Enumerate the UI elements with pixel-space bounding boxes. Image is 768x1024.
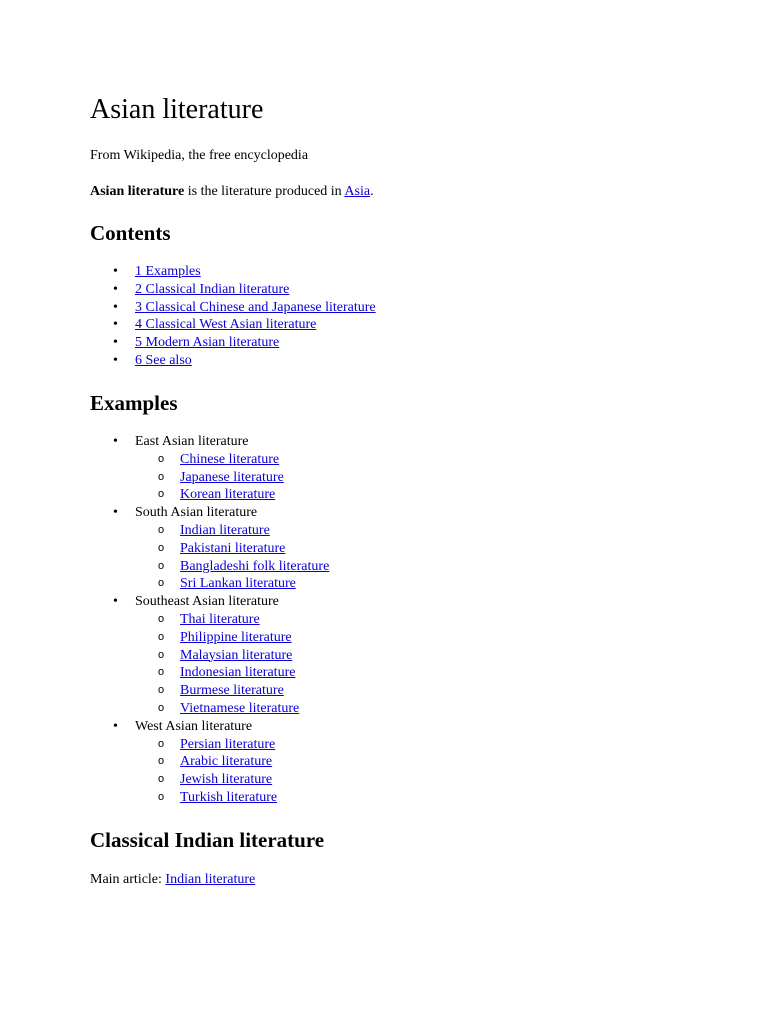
group-label-south-asian: • South Asian literature (135, 504, 329, 522)
link-indian-literature[interactable]: Indian literature (180, 522, 270, 538)
toc-link-modern-asian[interactable]: 5 Modern Asian literature (135, 335, 280, 351)
link-persian-literature[interactable]: Persian literature (180, 736, 276, 752)
tagline: From Wikipedia, the free encyclopedia (90, 148, 309, 163)
toc-item (135, 281, 376, 299)
list-item (180, 753, 329, 771)
main-article-note (90, 871, 255, 889)
table-of-contents (135, 263, 376, 370)
toc-link-classical-west-asian[interactable]: 4 Classical West Asian literature (135, 317, 317, 333)
link-japanese-literature[interactable]: Japanese literature (180, 469, 284, 485)
list-item (180, 451, 329, 469)
main-article-label: Main article: (90, 872, 166, 887)
list-item (180, 664, 329, 682)
group-label-east-asian: • East Asian literature (135, 433, 329, 451)
toc-link-classical-chinese-japanese[interactable]: 3 Classical Chinese and Japanese literature (135, 299, 376, 315)
list-item (180, 469, 329, 487)
link-arabic-literature[interactable]: Arabic literature (180, 754, 273, 770)
page-title: Asian literature (90, 94, 264, 125)
sublist-east-asian (180, 451, 329, 504)
contents-heading: Contents (90, 221, 171, 245)
sublist-west-asian (180, 736, 329, 807)
link-thai-literature[interactable]: Thai literature (180, 611, 260, 627)
list-item (135, 433, 329, 504)
intro-paragraph (90, 183, 374, 201)
toc-link-classical-indian[interactable]: 2 Classical Indian literature (135, 281, 290, 297)
intro-text: is the literature produced in (184, 184, 345, 199)
list-item (180, 629, 329, 647)
list-item (180, 771, 329, 789)
toc-item (135, 316, 376, 334)
classical-indian-heading: Classical Indian literature (90, 828, 325, 852)
sublist-southeast-asian (180, 611, 329, 718)
toc-link-examples[interactable]: 1 Examples (135, 264, 201, 279)
examples-heading: Examples (90, 391, 178, 415)
link-burmese-literature[interactable]: Burmese literature (180, 683, 284, 699)
toc-item (135, 263, 376, 281)
link-chinese-literature[interactable]: Chinese literature (180, 451, 280, 467)
sublist-south-asian (180, 522, 329, 593)
toc-link-see-also[interactable]: 6 See also (135, 352, 192, 368)
toc-item (135, 352, 376, 370)
link-pakistani-literature[interactable]: Pakistani literature (180, 540, 286, 556)
list-item (180, 558, 329, 576)
link-turkish-literature[interactable]: Turkish literature (180, 789, 278, 805)
intro-end: . (370, 184, 374, 199)
intro-bold-term: Asian literature (90, 184, 185, 199)
list-item (135, 593, 329, 718)
link-indonesian-literature[interactable]: Indonesian literature (180, 665, 296, 681)
list-item (180, 647, 329, 665)
list-item (180, 611, 329, 629)
list-item (180, 736, 329, 754)
list-item (180, 682, 329, 700)
link-vietnamese-literature[interactable]: Vietnamese literature (180, 700, 300, 716)
link-bangladeshi-folk-literature[interactable]: Bangladeshi folk literature (180, 558, 330, 574)
toc-item (135, 334, 376, 352)
list-item (180, 522, 329, 540)
link-malaysian-literature[interactable]: Malaysian literature (180, 647, 293, 663)
main-article-link[interactable]: Indian literature (165, 872, 256, 887)
list-item (135, 504, 329, 593)
group-label-west-asian: • West Asian literature (135, 718, 329, 736)
link-sri-lankan-literature[interactable]: Sri Lankan literature (180, 576, 296, 592)
link-jewish-literature[interactable]: Jewish literature (180, 772, 273, 788)
toc-item (135, 299, 376, 317)
list-item (180, 540, 329, 558)
group-label-southeast-asian: • Southeast Asian literature (135, 593, 329, 611)
examples-list (135, 433, 329, 807)
link-philippine-literature[interactable]: Philippine literature (180, 629, 292, 645)
asia-link[interactable]: Asia (344, 184, 371, 199)
link-korean-literature[interactable]: Korean literature (180, 487, 276, 503)
list-item (180, 789, 329, 807)
list-item (180, 700, 329, 718)
list-item (180, 575, 329, 593)
list-item (135, 718, 329, 807)
list-item (180, 486, 329, 504)
